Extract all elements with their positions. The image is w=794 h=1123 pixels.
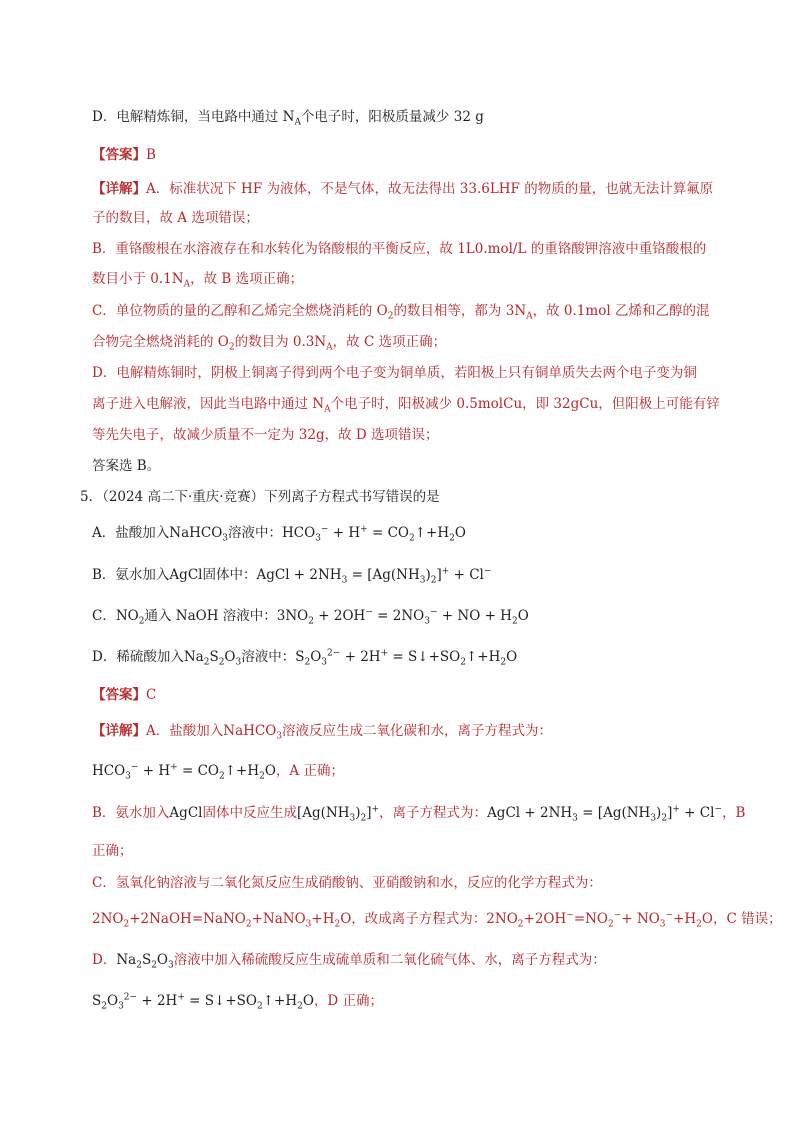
detail-4-d-line3: 等先失电子，故减少质量不一定为 32g，故 D 选项错误； bbox=[92, 427, 439, 443]
detail-5-b-line2: 正确； bbox=[92, 843, 133, 859]
detail-5-b-line1: B．氨水加入AgCl固体中反应生成$[Ag(NH_3)_2]^+$，离子方程式为：AgCl + $2NH_3 = [Ag(NH_3)_2]^+ + Cl^-$，B bbox=[92, 804, 746, 824]
detail-4-c-line1: C．单位物质的量的乙醇和乙烯完全燃烧消耗的 $O_2$的数目相等，都为 $3N_A$，故 0.1mol 乙烯和乙醇的混 bbox=[92, 303, 710, 322]
q5-option-c: C．$NO_2$通入 NaOH 溶液中：$3NO_2 + 2OH^- = 2NO_3^-$ + NO + $H_2O$ bbox=[92, 607, 529, 627]
detail-4-a-line1: 【详解】A．标准状况下 HF 为液体，不是气体，故无法得出 33.6LHF 的物质的量，也就无法计算氟原 bbox=[92, 181, 714, 197]
detail-5-a-line1: 【详解】A．盐酸加入NaHCO$_3$溶液反应生成二氧化碳和水，离子方程式为： bbox=[92, 723, 553, 742]
q5-option-a: A．盐酸加入NaHCO$_3$溶液中：$HCO_3^- + H^+$ = $CO_2↑+H_2O$ bbox=[92, 524, 466, 544]
q5-option-d: D．稀硫酸加入$Na_2S_2O_3$溶液中：$S_2O_3^{2-} + 2H^+$ = $S↓+SO_2↑+H_2O$ bbox=[92, 648, 518, 668]
detail-4-c-line2: 合物完全燃烧消耗的 $O_2$的数目为 $0.3N_A$，故 C 选项正确； bbox=[92, 334, 447, 353]
detail-4-d-line1: D．电解精炼铜时，阴极上铜离子得到两个电子变为铜单质，若阳极上只有铜单质失去两个电子变为铜 bbox=[92, 365, 697, 381]
answer-4: 【答案】B bbox=[92, 147, 156, 163]
detail-5-d-line1: D．$Na_2S_2O_3$溶液中加入稀硫酸反应生成硫单质和二氧化硫气体、水，离子方程式为： bbox=[92, 952, 606, 971]
detail-5-a-line2: $HCO_3^- + H^+$ = $CO_2↑+H_2O$，A 正确； bbox=[92, 762, 344, 782]
detail-5-c-line2: $2NO_2+2NaOH=NaNO_2+NaNO_3+H_2O$，改成离子方程式为：$2NO_2+2OH^-=NO_2^-+ NO_3^-+H_2O$，C 错误； bbox=[92, 910, 782, 930]
q4-option-d: D．电解精炼铜，当电路中通过 $N_A$个电子时，阳极质量减少 32 g bbox=[92, 109, 484, 128]
detail-4-b-line2: 数目小于 $0.1N_A$，故 B 选项正确； bbox=[92, 271, 304, 290]
detail-4-final: 答案选 B。 bbox=[92, 458, 161, 474]
detail-5-d-line2: $S_2O_3^{2-} + 2H^+$ = $S↓+SO_2↑+H_2O$，D 正确； bbox=[92, 992, 384, 1012]
q5-option-b: B．氨水加入AgCl固体中：AgCl + $2NH_3 = [Ag(NH_3)_2]^+ + Cl^-$ bbox=[92, 566, 492, 586]
detail-4-d-line2: 离子进入电解液，因此当电路中通过 $N_A$个电子时，阳极减少 0.5molCu，即 32gCu，但阳极上可能有锌 bbox=[92, 396, 720, 415]
answer-5: 【答案】C bbox=[92, 687, 157, 703]
detail-4-b-line1: B．重铬酸根在水溶液存在和水转化为铬酸根的平衡反应，故 1L0.mol/L 的重铬酸钾溶液中重铬酸根的 bbox=[92, 241, 707, 257]
detail-4-a-line2: 子的数目，故 A 选项错误； bbox=[92, 210, 259, 226]
detail-5-c-line1: C．氢氧化钠溶液与二氧化氮反应生成硝酸钠、亚硝酸钠和水，反应的化学方程式为： bbox=[92, 875, 602, 891]
q5-stem: 5．（2024 高二下·重庆·竞赛）下列离子方程式书写错误的是 bbox=[80, 489, 440, 505]
